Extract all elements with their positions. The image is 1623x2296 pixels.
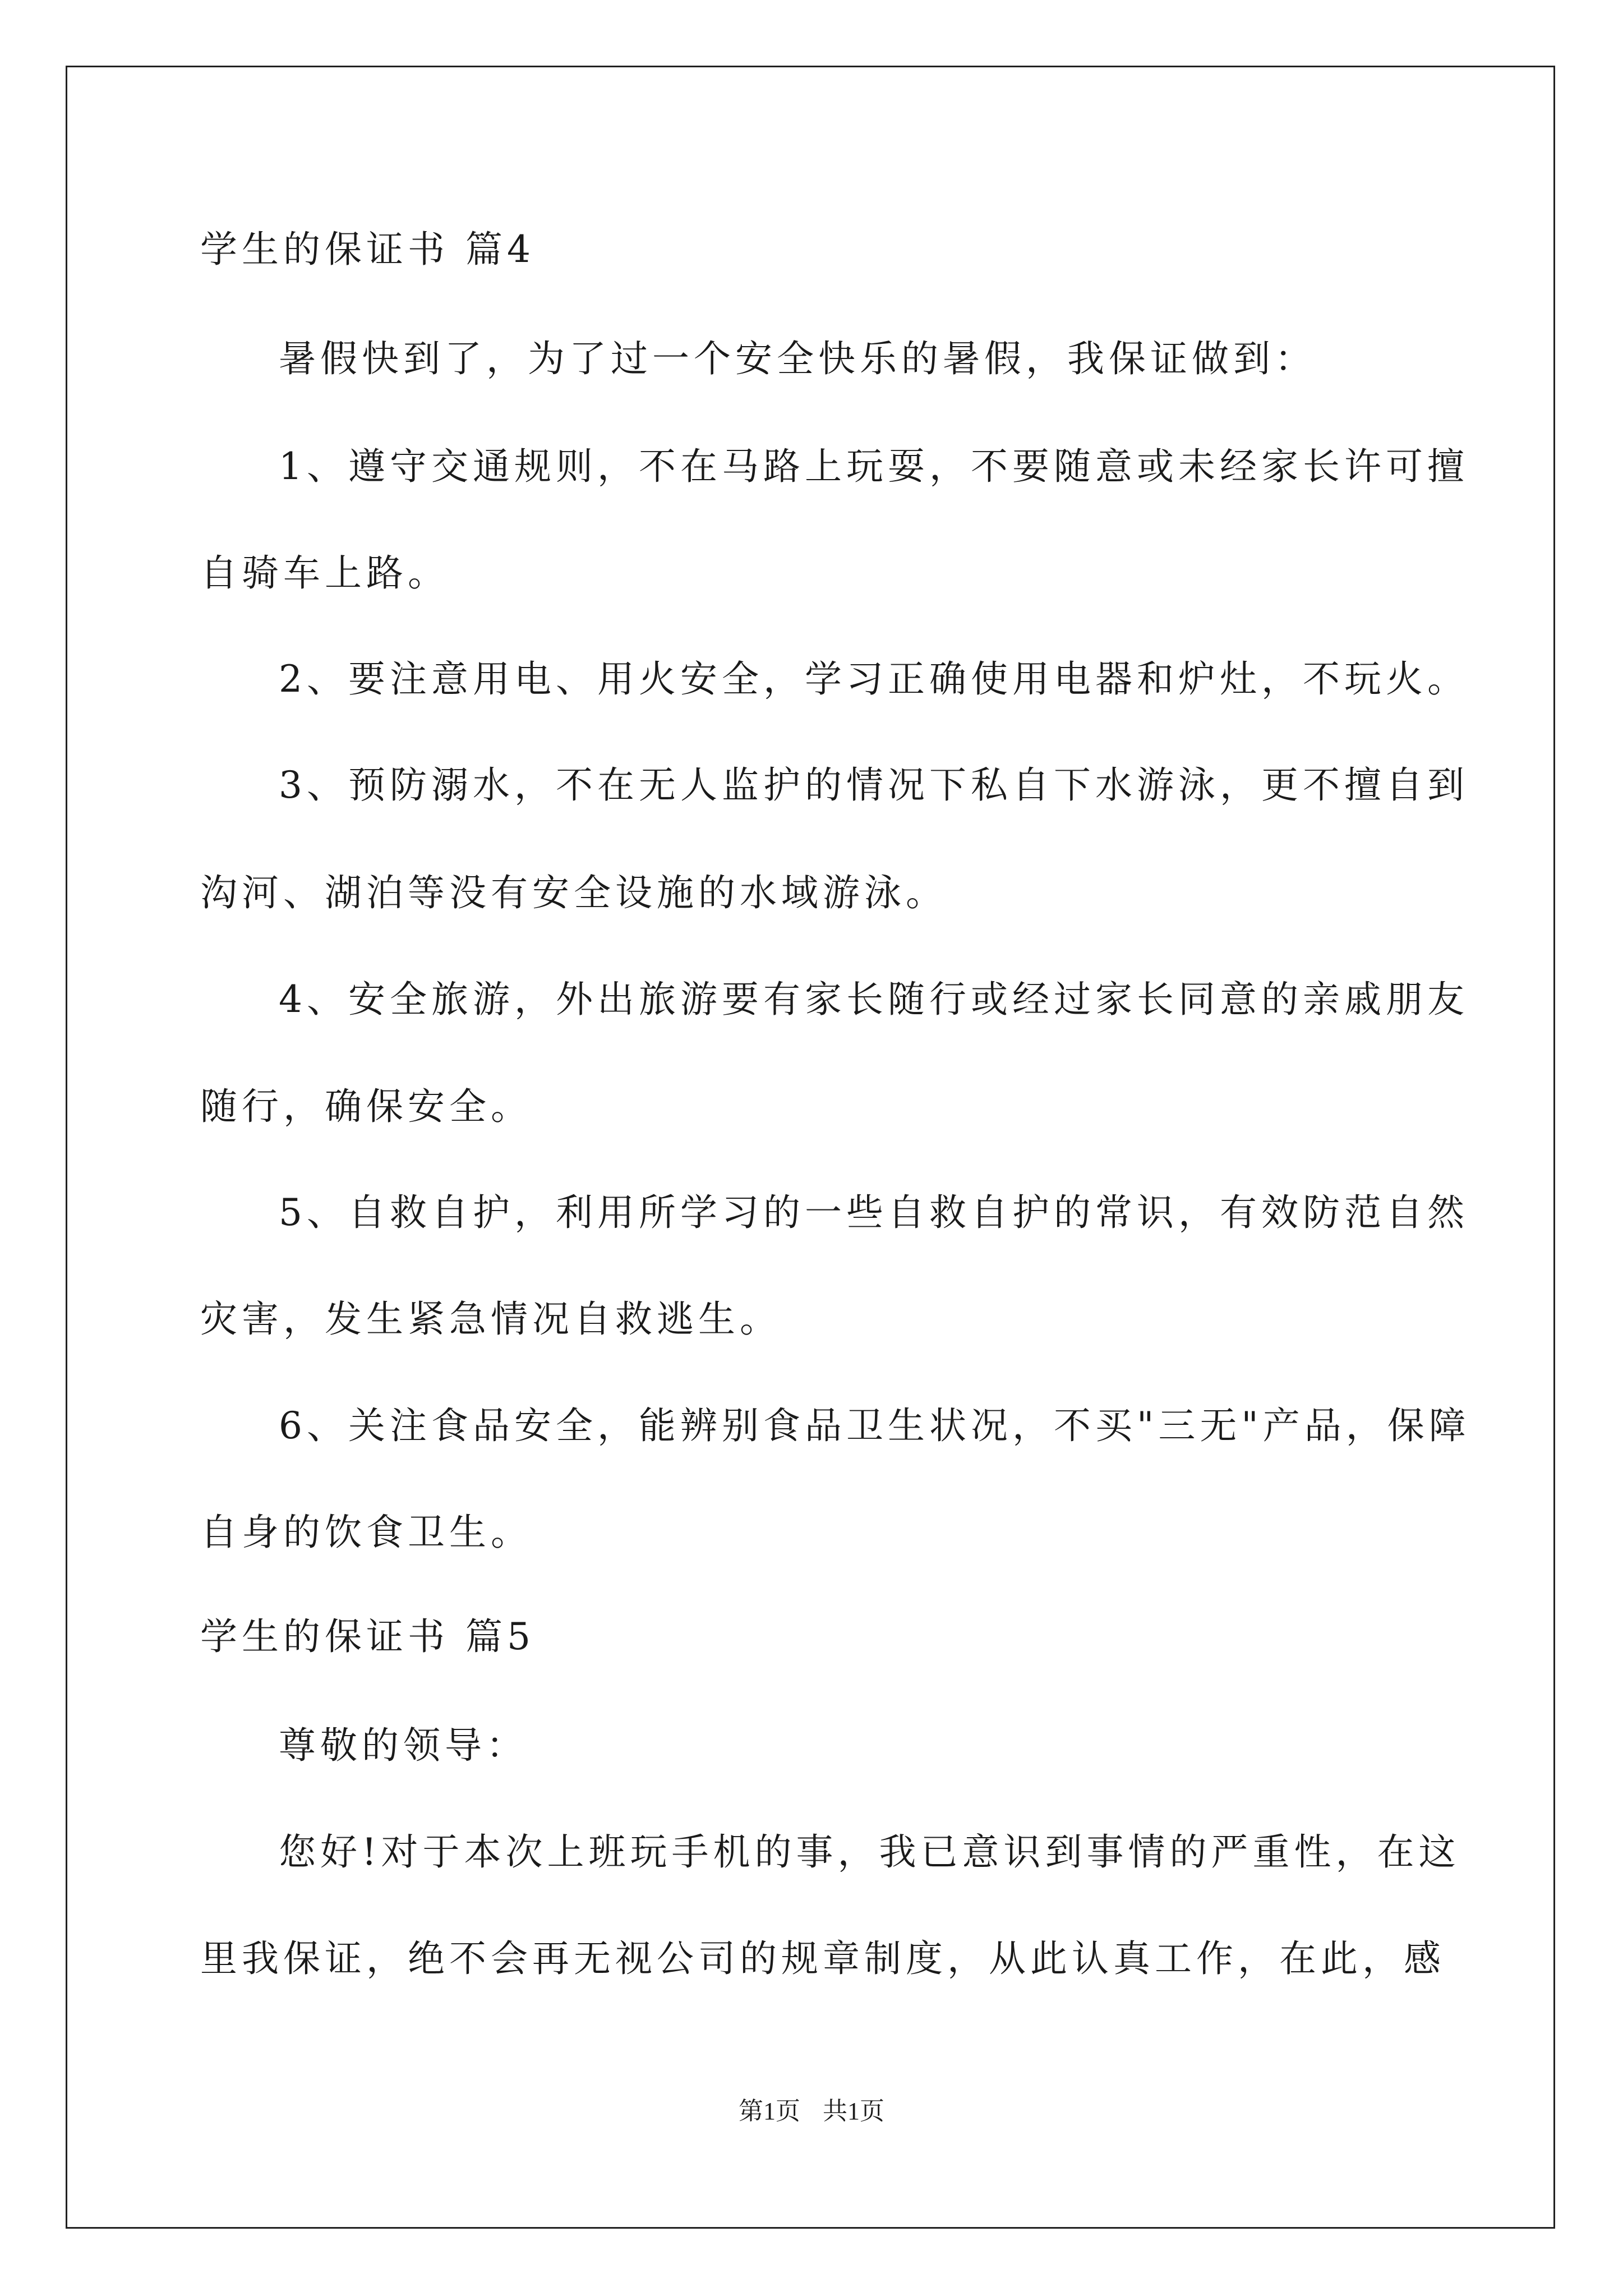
item-4-line-2: 随行，确保安全。 bbox=[200, 1085, 532, 1128]
page-border bbox=[66, 66, 1555, 2229]
section-5-body-line-2: 里我保证，绝不会再无视公司的规章制度，从此认真工作，在此，感 bbox=[200, 1937, 1445, 1980]
item-6-line-1: 6、关注食品安全，能辨别食品卫生状况，不买"三无"产品，保障 bbox=[279, 1404, 1470, 1447]
page-number-current: 第1页 bbox=[739, 2097, 800, 2125]
section-5-heading: 学生的保证书 篇5 bbox=[200, 1615, 535, 1658]
item-3-line-1: 3、预防溺水，不在无人监护的情况下私自下水游泳，更不擅自到 bbox=[279, 763, 1469, 807]
item-2-line-1: 2、要注意用电、用火安全，学习正确使用电器和炉灶，不玩火。 bbox=[279, 657, 1469, 701]
item-3-line-2: 沟河、湖泊等没有安全设施的水域游泳。 bbox=[200, 871, 947, 914]
item-1-line-1: 1、遵守交通规则，不在马路上玩耍，不要随意或未经家长许可擅 bbox=[279, 445, 1469, 488]
item-4-line-1: 4、安全旅游，外出旅游要有家长随行或经过家长同意的亲戚朋友 bbox=[279, 978, 1469, 1021]
section-5-salutation: 尊敬的领导： bbox=[279, 1724, 528, 1767]
section-4-heading: 学生的保证书 篇4 bbox=[200, 228, 535, 271]
section-4-intro: 暑假快到了，为了过一个安全快乐的暑假，我保证做到： bbox=[279, 337, 1316, 380]
item-1-line-2: 自骑车上路。 bbox=[200, 551, 449, 595]
item-6-line-2: 自身的饮食卫生。 bbox=[200, 1511, 532, 1554]
page-footer bbox=[0, 2095, 1623, 2128]
item-5-line-2: 灾害，发生紧急情况自救逃生。 bbox=[200, 1297, 781, 1341]
section-5-body-line-1: 您好!对于本次上班玩手机的事，我已意识到事情的严重性，在这 bbox=[279, 1830, 1460, 1874]
item-5-line-1: 5、自救自护，利用所学习的一些自救自护的常识，有效防范自然 bbox=[279, 1191, 1469, 1234]
page-number-total: 共1页 bbox=[823, 2097, 884, 2125]
